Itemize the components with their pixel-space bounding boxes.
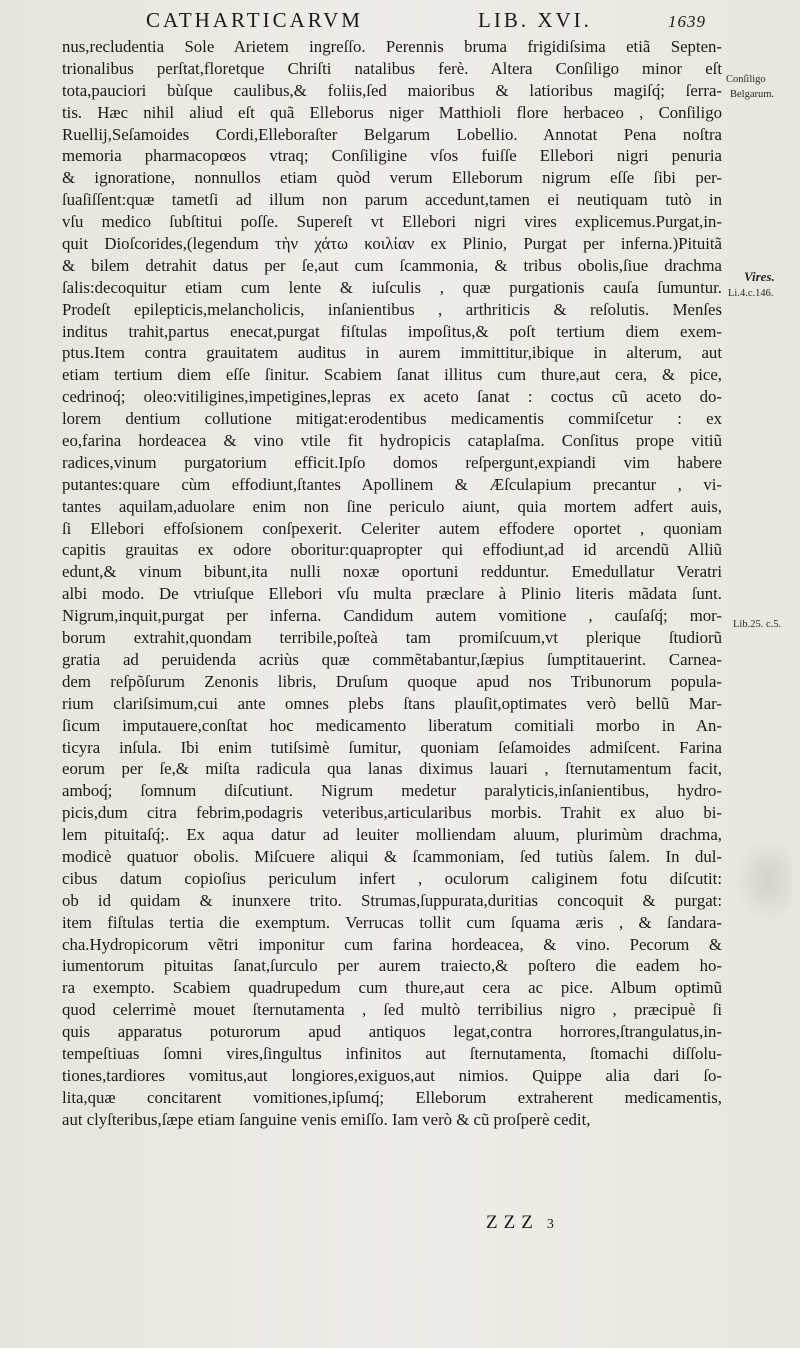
- text-line: quit Dioſcorides,(legendum τὴν χάτω κοιλίαν ex Plinio, Purgat per inferna.)Pituitã: [62, 234, 722, 254]
- text-line: aut clyſteribus,ſæpe etiam ſanguine venis emiſſo. Iam verò & cũ proſperè cedit,: [62, 1109, 591, 1129]
- text-line: ſalis:decoquitur etiam cum lente & iuſculis , quæ purgationis cauſa ſumuntur.: [62, 277, 722, 297]
- text-line: ſicum imputauere,conſtat hoc medicamento liberatum comitiali morbo in An-: [62, 715, 722, 735]
- text-line: tota,pauciori bùſque caulibus,& foliis,ſed maioribus & latioribus magiſq́; ſerra-: [62, 80, 722, 100]
- text-line: & ignoratione, nonnullos etiam quòd verum Elleborum nigrum eſſe ſibi per-: [62, 168, 722, 188]
- text-line: ptus.Item contra grauitatem auditus in aurem immittitur,ibique in alterum, aut: [62, 343, 722, 363]
- text-line: modicè quatuor obolis. Miſcuere aliqui & ſcammoniam, ſed tutiùs ſalem. In dul-: [62, 846, 722, 866]
- running-title: CATHARTICARVM: [146, 8, 363, 32]
- text-line: radices,vinum purgatorium efficit.Ipſo domos reſpergunt,expiandi vim habere: [62, 452, 722, 472]
- text-line: trionalibus perſtat,floretque Chriſti natalibus ferè. Altera Conſiligo minor eſt: [62, 58, 722, 78]
- text-line: cibus datum copioſius periculum infert , oculorum caliginem fotu diſcutit:: [62, 868, 722, 888]
- margin-note-5: Lib.25. c.5.: [733, 619, 782, 630]
- text-line: quis apparatus poturorum apud antiquos legat,contra horrores,ſtrangulatus,in-: [62, 1022, 722, 1042]
- text-line: tis. Hæc nihil aliud eſt quã Elleborus niger Matthioli flore herbaceo , Conſiligo: [62, 102, 722, 122]
- text-line: ob id quidam & inunxere trito. Strumas,ſuppurata,duritias concoquit & purgat:: [62, 890, 722, 910]
- text-line: tantes aquilam,aduolare enim non ſine periculo aiunt, quia mortem adfert auis,: [62, 496, 722, 516]
- text-line: ſuaſiſſent:quæ tametſi ad illum non parum accedunt,tamen ei neutiquam tutò in: [62, 190, 722, 210]
- text-line: rium clariſsimum,cui ante omnes plebs ſtans plauſit,optimates verò bellũ Mar-: [62, 693, 722, 713]
- margin-note-3: Vires.: [744, 269, 775, 284]
- text-line: amboq́; ſomnum diſcutiunt. Nigrum medetur paralyticis,inſanientibus, hydro-: [62, 781, 722, 801]
- text-line: Ruellij,Seſamoides Cordi,Elleboraſter Belgarum Lobellio. Annotat Pena noſtra: [62, 124, 722, 144]
- text-line: putantes:quare cùm effodiunt,ſtantes Apollinem & Æſculapium precantur , vi-: [62, 474, 722, 494]
- margin-note-4: Li.4.c.146.: [728, 288, 774, 299]
- signature-letters: ZZZ: [486, 1212, 539, 1233]
- text-line: dem reſpõſurum Zenonis libris, Druſum quoque apud nos Tribunorum popula-: [62, 671, 722, 691]
- text-line: nus,recludentia Sole Arietem ingreſſo. Perennis bruma frigidiſsima etiã Septen-: [62, 37, 722, 56]
- book-number: LIB. XVI.: [478, 8, 592, 32]
- text-line: item fiſtulas tertia die exemptum. Verrucas tollit cum ſquama æris , & ſandara-: [62, 912, 722, 932]
- text-line: tiones,tardiores vomitus,aut longiores,exiguos,aut nimios. Quippe alia dari ſo-: [62, 1065, 722, 1085]
- signature-number: 3: [546, 1217, 554, 1232]
- margin-note-1: Conſiligo: [726, 74, 766, 85]
- text-line: ticyra inſula. Ibi enim tutiſsimè ſumitur, quoniam ſeſamoides admiſcent. Farina: [62, 737, 722, 757]
- text-line: cha.Hydropicorum vẽtri imponitur cum farina hordeacea, & vino. Pecorum &: [62, 934, 722, 954]
- text-line: picis,dum citra febrim,podagris veteribus,articularibus morbis. Trahit ex aluo bi-: [62, 803, 722, 823]
- text-line: inditus trahit,partus enecat,purgat fiſtulas impoſitus,& poſt tertium diem exem-: [62, 321, 722, 341]
- text-line: ra exempto. Scabiem quadrupedum cum thure,aut cera ac pice. Album optimũ: [62, 978, 722, 998]
- signature-mark: [486, 1212, 554, 1234]
- text-line: lorem dentium collutione mitigat:erodentibus medicamentis commiſcetur : ex: [62, 409, 722, 429]
- text-line: eorum per ſe,& miſta radicula qua lanas diximus lauari , ſternutamentum facit,: [62, 759, 722, 779]
- text-line: tempeſtiuas ſomni vires,ſingultus infinitos aut ſternutamenta, ſtomachi diſſolu-: [62, 1043, 722, 1063]
- paper-stain: [732, 835, 792, 925]
- text-line: iumentorum pituitas ſanat,ſurculo per aurem traiecto,& poſtero die eadem ho-: [62, 956, 722, 976]
- text-line: lita,quæ concitarent vomitiones,ipſumq́; Elleborum extraherent medicamentis,: [62, 1087, 722, 1107]
- margin-note-2: Belgarum.: [730, 89, 775, 100]
- text-line: Nigrum,inquit,purgat per inferna. Candidum autem vomitione , cauſaſq́; mor-: [62, 606, 722, 626]
- text-line: capitis grauitas ex odore oboritur:quapropter qui effodiunt,ad id arcendũ Alliũ: [62, 540, 722, 560]
- text-line: edunt,& vinum bibunt,ita nulli noxæ oportuni redduntur. Emedullatur Veratri: [62, 562, 722, 582]
- text-line: vſu medico ſubſtitui poſſe. Supereſt vt Ellebori nigri vires explicemus.Purgat,in-: [62, 212, 722, 232]
- text-line: & bilem detrahit datus per ſe,aut cum ſcammonia, & tribus obolis,ſiue drachma: [62, 255, 722, 275]
- text-line: borum extrahit,quondam terribile,poſteà tam promiſcuum,vt plerique ſtudiorũ: [62, 628, 722, 648]
- text-line: Prodeſt epilepticis,melancholicis, inſanientibus , arthriticis & reſolutis. Menſes: [62, 299, 722, 319]
- body-text: [62, 36, 722, 1131]
- page-number: 1639: [668, 12, 706, 31]
- text-line: eo,farina hordeacea & vino vtile fit hydropicis cataplaſma. Conſitus prope vitiũ: [62, 431, 722, 451]
- text-line: cedrinoq́; oleo:vitiligines,impetigines,lepras ex aceto ſanat : coctus cũ aceto do-: [62, 387, 722, 407]
- text-line: albi modo. De vtriuſque Ellebori vſu multa præclare à Plinio literis mãdata ſunt.: [62, 584, 722, 604]
- running-header: [146, 8, 760, 38]
- text-line: lem pituitaſq́;. Ex aqua datur ad leuiter molliendam aluum, plurimùm drachma,: [62, 825, 722, 845]
- text-line: quod celerrimè mouet ſternutamenta , ſed multò terribilius nigro , præcipuè ſi: [62, 1000, 722, 1020]
- text-line: ſi Ellebori effoſsionem conſpexerit. Celeriter autem effodere oportet , quoniam: [62, 518, 722, 538]
- text-line: etiam tertium diem eſſe ſinitur. Scabiem ſanat illitus cum thure,aut cera, & pice,: [62, 365, 722, 385]
- text-line: gratia ad peruidenda acriùs quæ commẽtabantur,ſæpius ſumptitauerint. Carnea-: [62, 649, 722, 669]
- text-line: memoria pharmacopœos vtraq; Conſiligine vſos fuiſſe Ellebori nigri penuria: [62, 146, 722, 166]
